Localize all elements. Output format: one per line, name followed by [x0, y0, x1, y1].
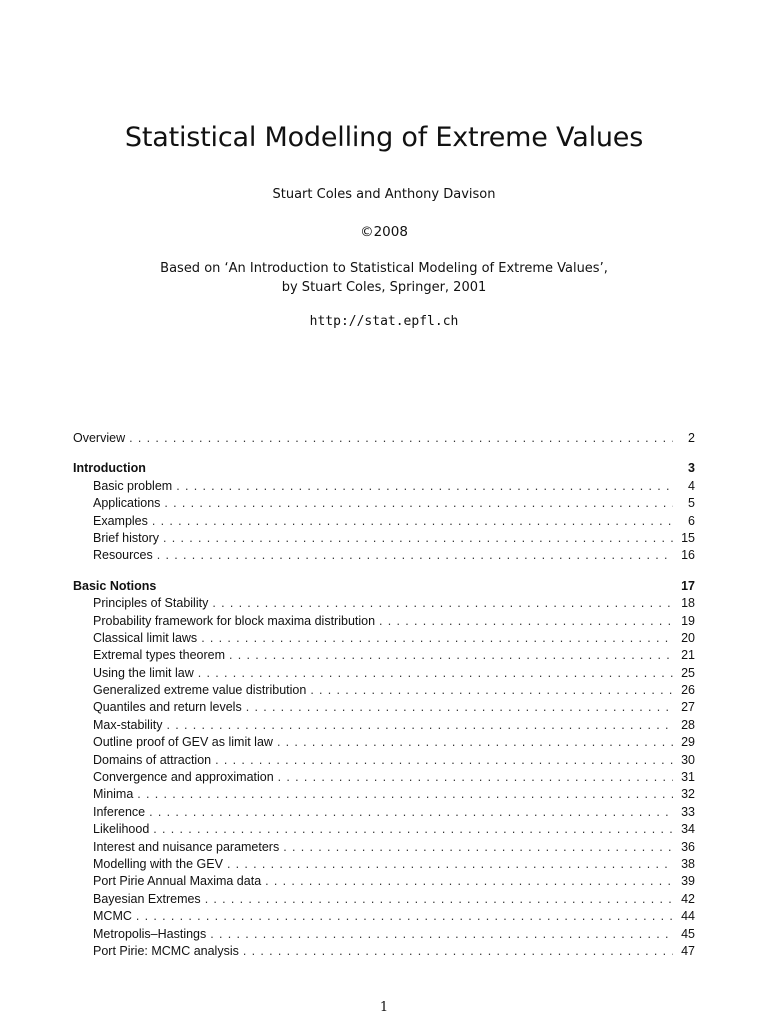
toc-entry[interactable]: [73, 873, 695, 890]
toc-entry-page: 16: [681, 548, 695, 563]
toc-entry[interactable]: [73, 821, 695, 838]
toc-entry-label: Principles of Stability: [93, 596, 209, 611]
based-on-note: [0, 259, 768, 297]
dot-leader: [277, 734, 673, 751]
toc-section-introduction[interactable]: [73, 460, 695, 477]
toc-entry[interactable]: [73, 717, 695, 734]
toc-entry-label: Using the limit law: [93, 665, 194, 680]
toc-entry[interactable]: [73, 547, 695, 564]
dot-leader: [153, 821, 673, 838]
toc-entry-page: 32: [681, 787, 695, 802]
toc-entry-page: 28: [681, 717, 695, 732]
toc-entry-label: Brief history: [93, 530, 159, 545]
authors: Stuart Coles and Anthony Davison: [272, 187, 496, 202]
toc-entry-label: Overview: [73, 431, 126, 445]
toc-entry-page: 25: [681, 665, 695, 680]
toc-entry-label: Outline proof of GEV as limit law: [93, 735, 273, 750]
toc-entry-label: Applications: [93, 496, 161, 511]
toc-entry[interactable]: [73, 786, 695, 803]
toc-entry-page: 29: [681, 735, 695, 750]
dot-leader: [265, 873, 673, 890]
toc-entry-page: 34: [681, 822, 695, 837]
toc-entry-label: Examples: [93, 513, 148, 528]
dot-leader: [137, 786, 673, 803]
dot-leader: [229, 647, 673, 664]
toc-entry-label: Port Pirie: MCMC analysis: [93, 943, 239, 958]
toc-entry-label: Max-stability: [93, 717, 163, 732]
toc-entry-label: MCMC: [93, 909, 132, 924]
dot-leader: [379, 613, 673, 630]
toc-entry[interactable]: [73, 595, 695, 612]
toc-section-label: Basic Notions: [73, 578, 157, 593]
toc-entry-page: 47: [681, 943, 695, 958]
toc-entry-page: 31: [681, 770, 695, 785]
dot-leader: [205, 891, 673, 908]
dot-leader: [310, 682, 673, 699]
based-on-line-2: by Stuart Coles, Springer, 2001: [281, 280, 487, 295]
toc-entry-label: Likelihood: [93, 822, 150, 837]
dot-leader: [129, 430, 673, 447]
toc-section-page: 3: [688, 461, 695, 476]
toc-entry[interactable]: [73, 495, 695, 512]
dot-leader: [166, 717, 673, 734]
toc-section-page: 17: [681, 578, 695, 593]
toc-entry-page: 5: [688, 496, 695, 511]
dot-leader: [278, 769, 673, 786]
dot-leader: [164, 495, 673, 512]
toc-entry-page: 2: [688, 431, 695, 445]
toc-entry[interactable]: [73, 682, 695, 699]
toc-entry[interactable]: [73, 530, 695, 547]
dot-leader: [246, 699, 673, 716]
toc-entry[interactable]: [73, 891, 695, 908]
toc-entry[interactable]: [73, 839, 695, 856]
toc-entry-label: Domains of attraction: [93, 752, 212, 767]
toc-entry-page: 36: [681, 839, 695, 854]
toc-entry-page: 20: [681, 630, 695, 645]
toc-entry[interactable]: [73, 943, 695, 960]
toc-entry-page: 19: [681, 613, 695, 628]
toc-entry-page: 18: [681, 596, 695, 611]
dot-leader: [243, 943, 673, 960]
toc-entry[interactable]: [73, 804, 695, 821]
dot-leader: [176, 478, 673, 495]
toc-entry-page: 30: [681, 752, 695, 767]
toc-entry-label: Convergence and approximation: [93, 770, 274, 785]
page-number: 1: [379, 1000, 389, 1015]
dot-leader: [283, 839, 673, 856]
toc-section-label: Introduction: [73, 461, 146, 476]
dot-leader: [149, 804, 673, 821]
toc-section-basic-notions[interactable]: [73, 578, 695, 595]
toc-entry-label: Extremal types theorem: [93, 648, 225, 663]
toc-entry-page: 27: [681, 700, 695, 715]
dot-leader: [136, 908, 673, 925]
dot-leader: [198, 665, 673, 682]
dot-leader: [201, 630, 673, 647]
toc-entry-label: Minima: [93, 787, 134, 802]
dot-leader: [215, 752, 673, 769]
toc-entry-label: Modelling with the GEV: [93, 856, 223, 871]
toc-entry-label: Inference: [93, 804, 146, 819]
toc-entry[interactable]: [73, 647, 695, 664]
toc-entry[interactable]: [73, 630, 695, 647]
toc-entry-label: Generalized extreme value distribution: [93, 683, 307, 698]
toc-entry-label: Resources: [93, 548, 153, 563]
copyright: ©2008: [360, 224, 408, 240]
toc-entry-label: Quantiles and return levels: [93, 700, 242, 715]
toc-entry-page: 21: [681, 648, 695, 663]
toc-entry[interactable]: [73, 926, 695, 943]
toc-entry[interactable]: [73, 665, 695, 682]
toc-entry-page: 38: [681, 856, 695, 871]
toc-entry[interactable]: [73, 734, 695, 751]
toc-entry[interactable]: [73, 769, 695, 786]
toc-entry-page: 42: [681, 891, 695, 906]
url-link[interactable]: http://stat.epfl.ch: [309, 314, 459, 329]
toc-entry[interactable]: [73, 908, 695, 925]
toc-entry-label: Probability framework for block maxima distribution: [93, 613, 376, 628]
based-on-line-1: Based on ‘An Introduction to Statistical Modeling of Extreme Values’,: [160, 261, 608, 276]
toc-entry[interactable]: [73, 856, 695, 873]
toc-entry-overview[interactable]: [73, 430, 695, 447]
toc-entry[interactable]: [73, 752, 695, 769]
toc-entry-page: 15: [681, 530, 695, 545]
toc-entry[interactable]: [73, 699, 695, 716]
toc-entry-page: 4: [688, 478, 695, 493]
toc-entry[interactable]: [73, 513, 695, 530]
toc-entry-page: 45: [681, 926, 695, 941]
dot-leader: [227, 856, 673, 873]
toc-entry-label: Metropolis–Hastings: [93, 926, 207, 941]
page-title: Statistical Modelling of Extreme Values: [124, 122, 644, 153]
dot-leader: [157, 547, 673, 564]
toc-entry-page: 44: [681, 909, 695, 924]
toc-entry-label: Classical limit laws: [93, 630, 198, 645]
toc-entry-page: 6: [688, 513, 695, 528]
toc-entry-page: 26: [681, 683, 695, 698]
toc-entry-label: Basic problem: [93, 478, 173, 493]
toc-entry[interactable]: [73, 613, 695, 630]
dot-leader: [152, 513, 673, 530]
toc-entry-label: Bayesian Extremes: [93, 891, 201, 906]
toc-entry-label: Interest and nuisance parameters: [93, 839, 280, 854]
toc-entry-page: 39: [681, 874, 695, 889]
dot-leader: [212, 595, 673, 612]
toc-entry-label: Port Pirie Annual Maxima data: [93, 874, 262, 889]
toc-entry-page: 33: [681, 804, 695, 819]
toc-entry[interactable]: [73, 478, 695, 495]
table-of-contents: [73, 430, 695, 960]
dot-leader: [210, 926, 673, 943]
dot-leader: [163, 530, 673, 547]
